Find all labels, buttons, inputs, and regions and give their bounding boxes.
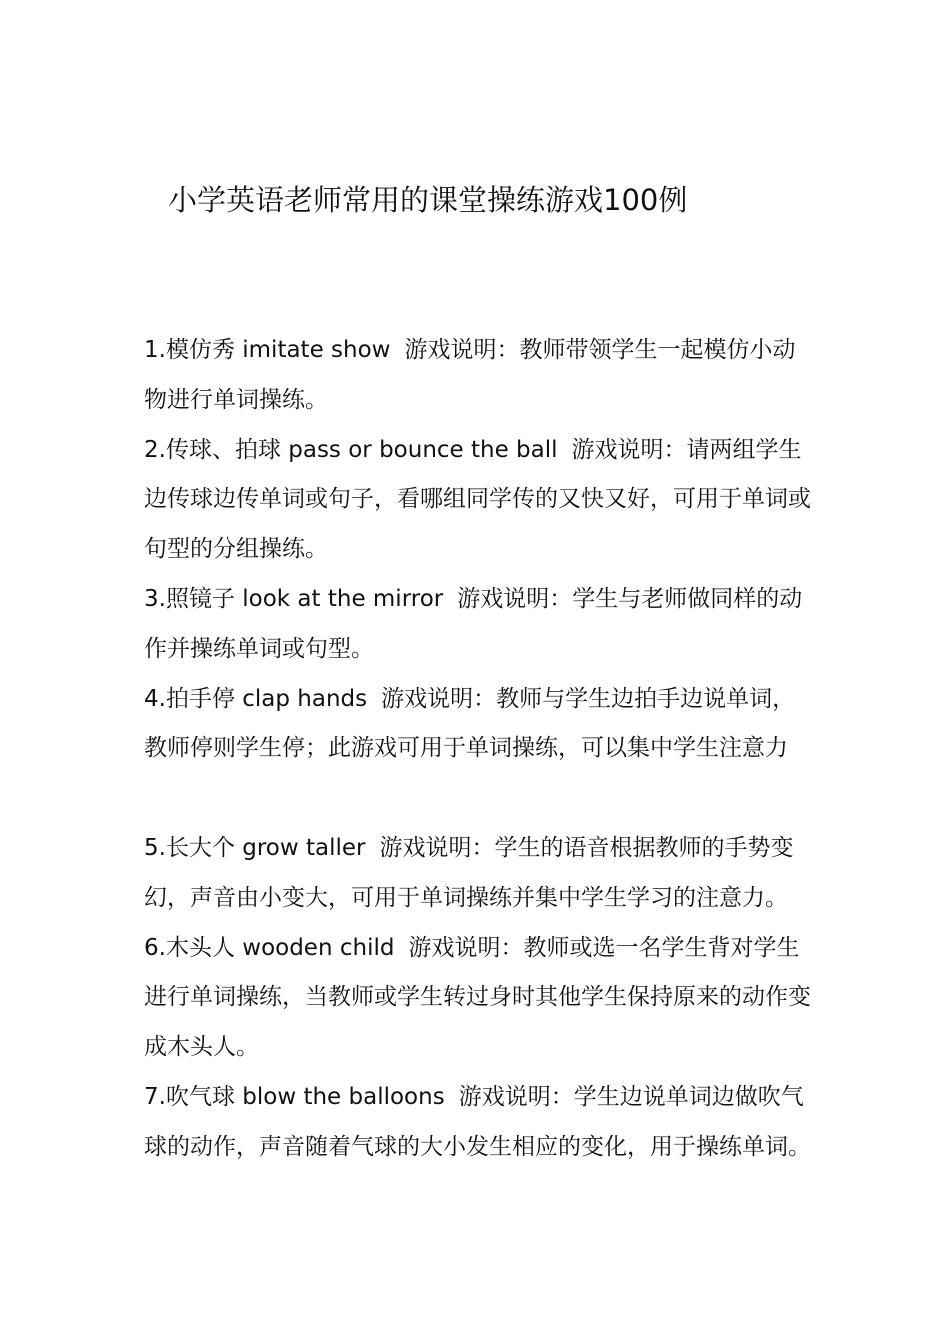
game-entry-4 (144, 675, 812, 775)
game-entry-description-label: 游戏说明： (381, 685, 497, 712)
game-entry-heading: 2.传球、拍球 pass or bounce the ball (144, 436, 558, 463)
game-entry-description-label: 游戏说明： (457, 585, 573, 612)
game-entry-description-label: 游戏说明： (571, 436, 687, 463)
blank-line (144, 774, 812, 824)
game-entry-description: 学生的语音根据教师的手势变幻，声音由小变大，可用于单词操练并集中学生学习的注意力。 (144, 834, 794, 911)
game-entry-heading: 3.照镜子 look at the mirror (144, 585, 444, 612)
game-entry-description: 学生边说单词边做吹气球的动作，声音随着气球的大小发生相应的变化，用于操练单词。 (144, 1083, 811, 1160)
game-entry-3 (144, 575, 812, 675)
game-entry-2 (144, 426, 812, 575)
game-entry-description: 学生与老师做同样的动作并操练单词或句型。 (144, 585, 803, 662)
game-entry-heading: 1.模仿秀 imitate show (144, 337, 391, 363)
game-list (144, 326, 812, 1173)
game-entry-description: 请两组学生边传球边传单词或句子，看哪组同学传的又快又好，可用于单词或句型的分组操练。 (144, 436, 811, 563)
game-entry-description: 教师与学生边拍手边说单词，教师停则学生停；此游戏可用于单词操练，可以集中学生注意力 (144, 685, 796, 762)
game-entry-7 (144, 1073, 812, 1173)
game-entry-1 (144, 326, 812, 426)
game-entry-description-label: 游戏说明： (404, 337, 520, 363)
game-entry-6 (144, 924, 812, 1073)
game-entry-description-label: 游戏说明： (408, 934, 524, 961)
game-entry-5 (144, 824, 812, 924)
game-entry-description-label: 游戏说明： (458, 1083, 574, 1110)
game-entry-heading: 5.长大个 grow taller (144, 834, 366, 861)
document-title: 小学英语老师常用的课堂操练游戏100例 (168, 183, 688, 217)
game-entry-description: 教师或选一名学生背对学生进行单词操练，当教师或学生转过身时其他学生保持原来的动作变成木头人。 (144, 934, 811, 1061)
game-entry-heading: 7.吹气球 blow the balloons (144, 1083, 445, 1110)
game-entry-description-label: 游戏说明： (379, 834, 495, 861)
game-entry-heading: 4.拍手停 clap hands (144, 685, 368, 712)
game-entry-description: 教师带领学生一起模仿小动物进行单词操练。 (144, 337, 796, 413)
game-entry-heading: 6.木头人 wooden child (144, 934, 395, 961)
